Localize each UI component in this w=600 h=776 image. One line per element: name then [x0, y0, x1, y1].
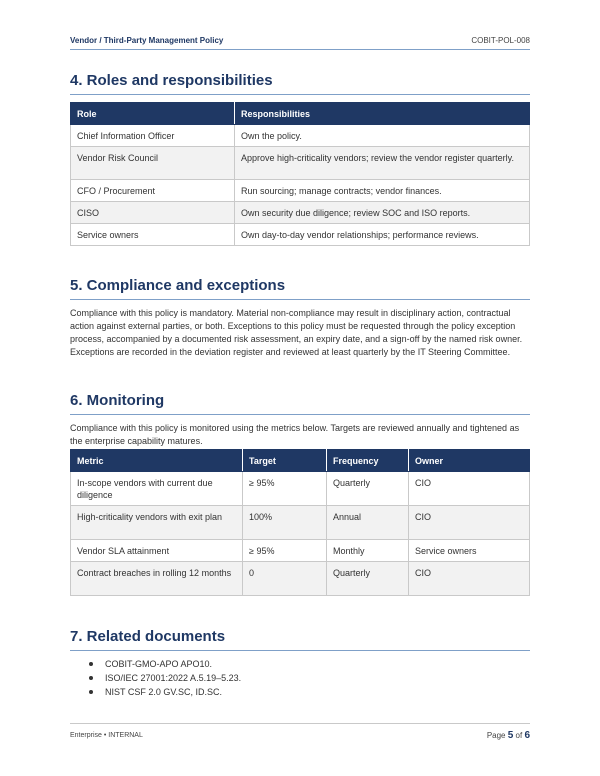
table-cell: Vendor SLA attainment [71, 540, 243, 562]
footer-classification: Enterprise • INTERNAL [70, 732, 143, 739]
monitoring-paragraph: Compliance with this policy is monitored using the metrics below. Targets are reviewed annually and tightened as the enterprise capability matures. [70, 423, 520, 446]
table-cell: Approve high-criticality vendors; review the vendor register quarterly. [235, 147, 530, 180]
list-item [89, 685, 241, 699]
table-cell: ≥ 95% [243, 540, 327, 562]
bullet-icon [89, 662, 93, 666]
table-cell: CIO [409, 472, 530, 506]
table-cell: Annual [327, 506, 409, 540]
table-cell: Run sourcing; manage contracts; vendor finances. [235, 180, 530, 202]
bullet-icon [89, 676, 93, 680]
page-footer [70, 723, 530, 745]
monitoring-table [70, 449, 530, 596]
related-document-link: COBIT-GMO-APO APO10. [105, 659, 213, 669]
table-row [71, 147, 530, 180]
table-cell: CIO [409, 506, 530, 540]
table-cell: ≥ 95% [243, 472, 327, 506]
column-header: Owner [409, 450, 530, 472]
related-document-link: NIST CSF 2.0 GV.SC, ID.SC. [105, 687, 223, 697]
table-cell: Vendor Risk Council [71, 147, 235, 180]
page-of-label: of [515, 731, 523, 740]
header-title: Vendor / Third-Party Management Policy [70, 36, 224, 45]
table-cell: Own day-to-day vendor relationships; performance reviews. [235, 224, 530, 246]
related-document-link: ISO/IEC 27001:2022 A.5.19–5.23. [105, 673, 242, 683]
column-header: Metric [71, 450, 243, 472]
table-row [71, 472, 530, 506]
table-header-row [71, 103, 530, 125]
table-cell: Quarterly [327, 472, 409, 506]
roles-table [70, 102, 530, 246]
page-header [70, 34, 530, 50]
table-row [71, 180, 530, 202]
bullet-icon [89, 690, 93, 694]
section-heading-compliance: 5. Compliance and exceptions [70, 277, 530, 300]
compliance-paragraph: Compliance with this policy is mandatory. Material non-compliance may result in disciplinary action, contractual action against external parties, or both. Exceptions to this policy must be requested through the policy exception process, accompanied by a documented risk assessment, an expiry date, and a sign-off by the named risk owner. Exceptions are recorded in the deviation register and reviewed at least quarterly by the IT Steering Committee. [70, 308, 523, 357]
table-cell: In-scope vendors with current due diligence [71, 472, 243, 506]
section-heading-roles: 4. Roles and responsibilities [70, 72, 530, 95]
page-number [487, 730, 530, 741]
table-cell: Own the policy. [235, 125, 530, 147]
table-cell: CIO [409, 562, 530, 596]
table-cell: Chief Information Officer [71, 125, 235, 147]
table-cell: Service owners [71, 224, 235, 246]
table-cell: Quarterly [327, 562, 409, 596]
table-cell: 100% [243, 506, 327, 540]
column-header: Target [243, 450, 327, 472]
column-header: Frequency [327, 450, 409, 472]
current-page: 5 [507, 730, 514, 741]
table-cell: CFO / Procurement [71, 180, 235, 202]
total-pages: 6 [524, 730, 530, 741]
list-item [89, 657, 241, 671]
table-cell: 0 [243, 562, 327, 596]
table-row [71, 224, 530, 246]
section-heading-monitoring: 6. Monitoring [70, 392, 530, 415]
related-documents-list [89, 657, 241, 699]
table-header-row [71, 450, 530, 472]
table-cell: High-criticality vendors with exit plan [71, 506, 243, 540]
table-cell: Contract breaches in rolling 12 months [71, 562, 243, 596]
table-row [71, 125, 530, 147]
table-cell: Service owners [409, 540, 530, 562]
table-row [71, 562, 530, 596]
section-heading-related: 7. Related documents [70, 628, 530, 651]
header-doc-id: COBIT-POL-008 [471, 36, 530, 45]
table-row [71, 540, 530, 562]
table-row [71, 202, 530, 224]
table-cell: Monthly [327, 540, 409, 562]
table-cell: Own security due diligence; review SOC and ISO reports. [235, 202, 530, 224]
column-header: Role [71, 103, 235, 125]
column-header: Responsibilities [235, 103, 530, 125]
table-row [71, 506, 530, 540]
table-cell: CISO [71, 202, 235, 224]
list-item [89, 671, 241, 685]
page-label: Page [486, 731, 506, 740]
